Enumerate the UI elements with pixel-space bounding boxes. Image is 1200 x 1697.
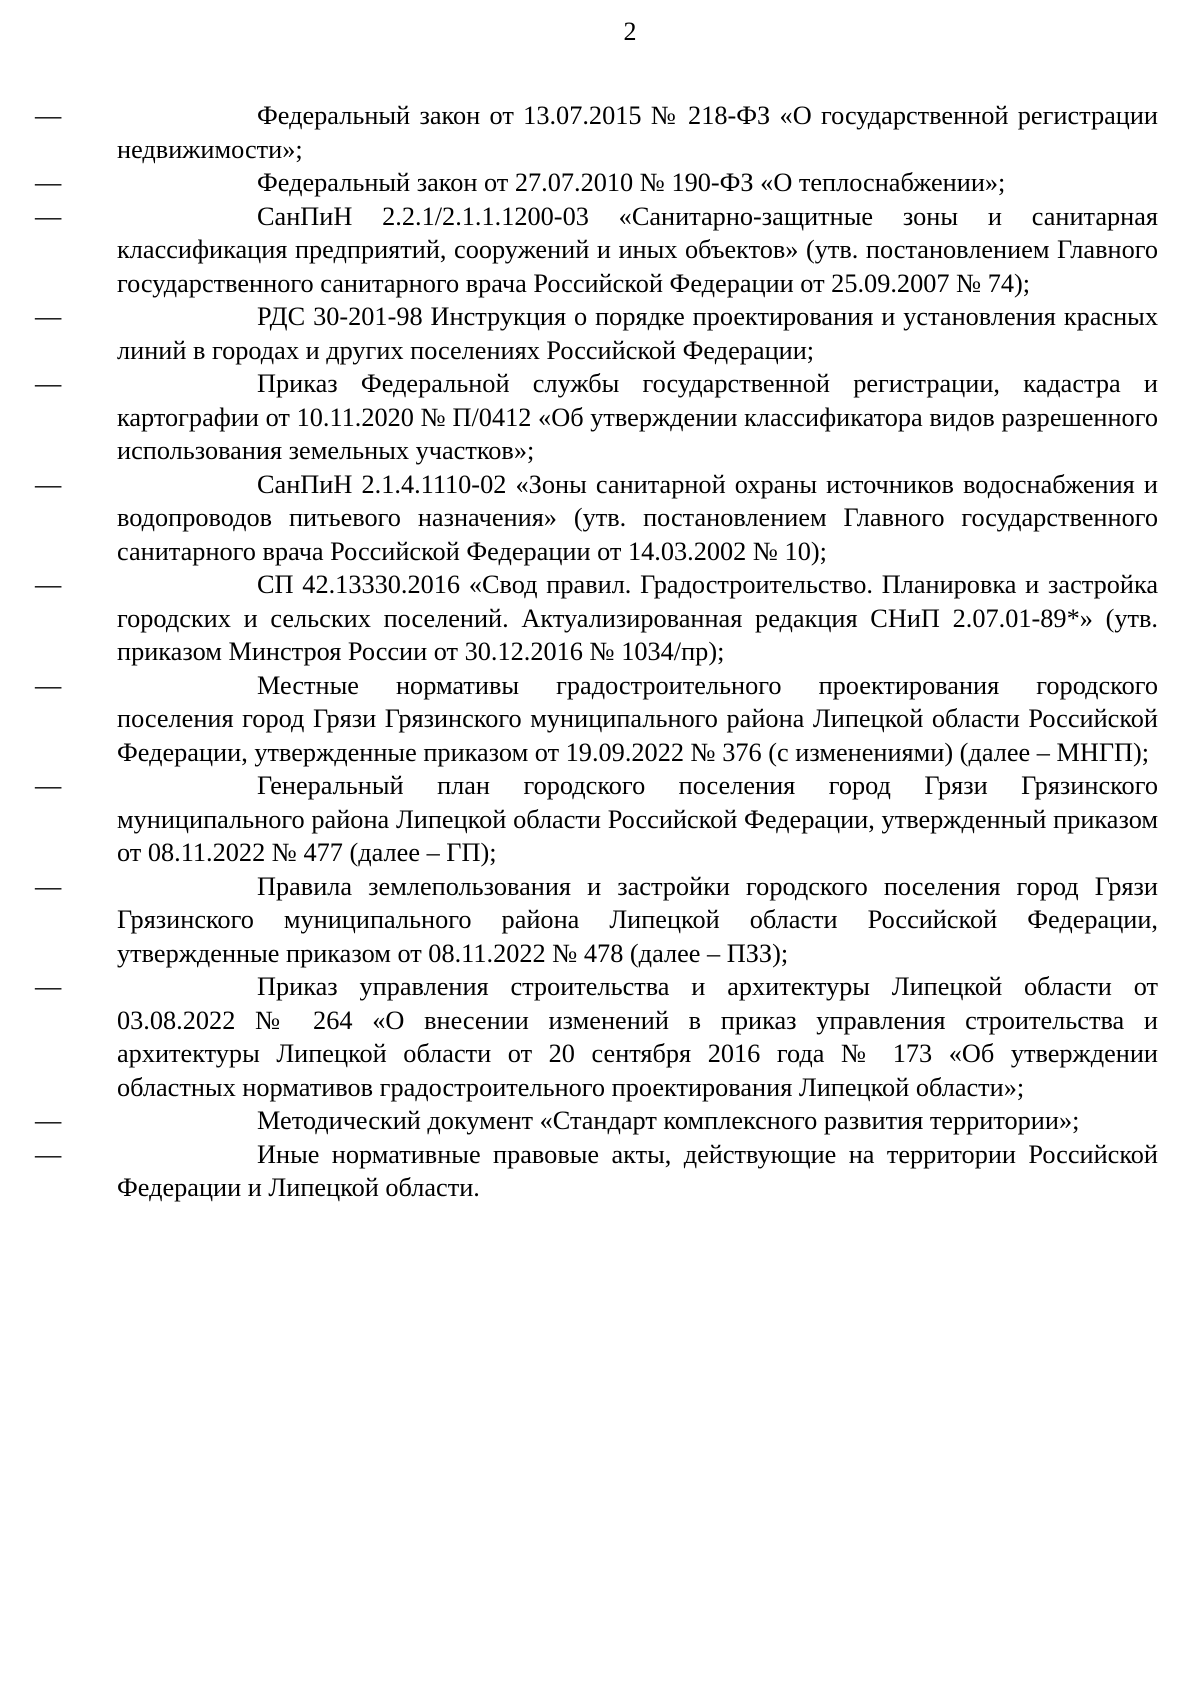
dash-marker: —	[35, 101, 62, 130]
dash-marker: —	[35, 168, 62, 197]
dash-marker: —	[35, 1139, 62, 1169]
dash-marker: —	[35, 670, 62, 700]
dash-marker: —	[35, 302, 62, 331]
list-item-text: Иные нормативные правовые акты, действующие на территории Российской Федерации и Липецкой области.	[117, 1139, 1158, 1202]
dash-marker: —	[35, 771, 62, 800]
list-item	[35, 300, 1158, 367]
list-item-text: Методический документ «Стандарт комплексного развития территории»;	[257, 1106, 1080, 1135]
list-item	[35, 669, 1158, 770]
list-item-text: СП 42.13330.2016 «Свод правил. Градостроительство. Планировка и застройка городских и сельских поселений. Актуализированная редакция СНиП 2.07.01-89*» (утв. приказом Минстроя России от 30.12.2016 № 1034/пр);	[117, 570, 1158, 666]
list-item	[35, 1138, 1158, 1205]
dash-marker: —	[35, 1106, 62, 1135]
list-item	[35, 568, 1158, 669]
list-item-text: Федеральный закон от 27.07.2010 № 190-ФЗ «О теплоснабжении»;	[257, 168, 1006, 197]
dash-marker: —	[35, 201, 62, 231]
list-item-text: Приказ управления строительства и архитектуры Липецкой области от 03.08.2022 № 264 «О внесении изменений в приказ управления строительства и архитектуры Липецкой области от 20 сентября 2016 года № 173 «Об утверждении областных нормативов градостроительного проектирования Липецкой области»;	[117, 972, 1158, 1102]
list-item-text: Генеральный план городского поселения город Грязи Грязинского муниципального района Липецкой области Российской Федерации, утвержденный приказом от 08.11.2022 № 477 (далее – ГП);	[117, 771, 1158, 867]
dash-marker: —	[35, 469, 62, 499]
list-item	[35, 870, 1158, 971]
dash-marker: —	[35, 871, 62, 901]
list-item-text: Местные нормативы градостроительного проектирования городского поселения город Грязи Грязинского муниципального района Липецкой области Российской Федерации, утвержденные приказом от 19.09.2022 № 376 (с изменениями) (далее – МНГП);	[117, 670, 1158, 767]
dash-marker: —	[35, 570, 62, 599]
regulations-list	[35, 99, 1158, 1205]
page-number: 2	[623, 17, 637, 46]
list-item-text: Федеральный закон от 13.07.2015 № 218-ФЗ «О государственной регистрации недвижимости»;	[117, 101, 1158, 164]
list-item	[35, 970, 1158, 1104]
list-item-text: Правила землепользования и застройки городского поселения город Грязи Грязинского муниципального района Липецкой области Российской Федерации, утвержденные приказом от 08.11.2022 № 478 (далее – ПЗЗ);	[117, 871, 1158, 968]
list-item-text: СанПиН 2.1.4.1110-02 «Зоны санитарной охраны источников водоснабжения и водопроводов питьевого назначения» (утв. постановлением Главного государственного санитарного врача Российской Федерации от 14.03.2002 № 10);	[117, 469, 1158, 566]
list-item-text: Приказ Федеральной службы государственной регистрации, кадастра и картографии от 10.11.2020 № П/0412 «Об утверждении классификатора видов разрешенного использования земельных участков»;	[117, 369, 1158, 465]
list-item-text: РДС 30-201-98 Инструкция о порядке проектирования и установления красных линий в городах и других поселениях Российской Федерации;	[117, 302, 1158, 365]
list-item	[35, 200, 1158, 301]
list-item-text: СанПиН 2.2.1/2.1.1.1200-03 «Санитарно-защитные зоны и санитарная классификация предприятий, сооружений и иных объектов» (утв. постановлением Главного государственного санитарного врача Российской Федерации от 25.09.2007 № 74);	[117, 201, 1158, 298]
list-item	[35, 166, 1158, 200]
list-item	[35, 468, 1158, 569]
list-item	[35, 99, 1158, 166]
list-item	[35, 769, 1158, 870]
dash-marker: —	[35, 972, 62, 1001]
list-item	[35, 1104, 1158, 1138]
list-item	[35, 367, 1158, 468]
dash-marker: —	[35, 369, 62, 398]
